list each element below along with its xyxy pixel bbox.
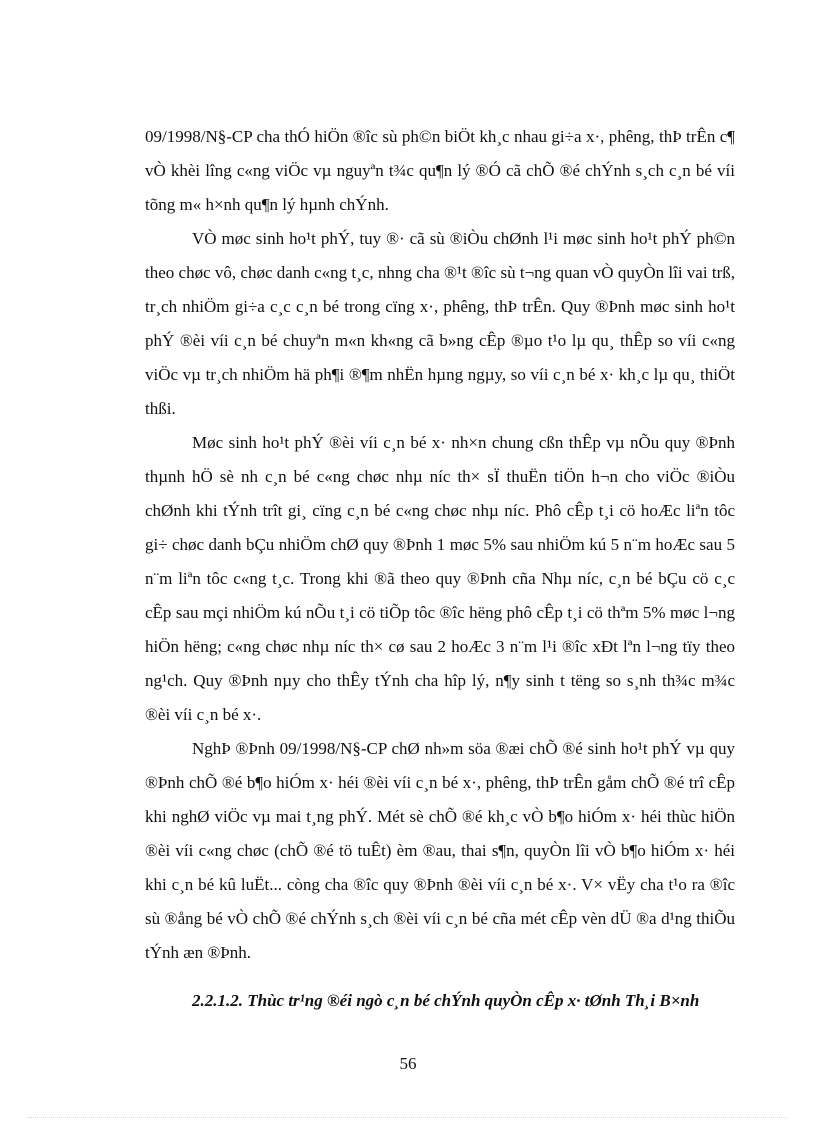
page-bottom-divider xyxy=(28,1117,788,1118)
paragraph-4: NghÞ ®Þnh 09/1998/N§-CP chØ nh»m söa ®æi chÕ ®é sinh ho¹t phÝ vµ quy ®Þnh chÕ ®é b¶o hiÓm x· héi ®èi víi c¸n bé x·, phêng, thÞ trÊn gåm chÕ ®é trî cÊp khi nghØ viÖc vµ mai t¸ng phÝ. Mét sè chÕ ®é kh¸c vÒ b¶o hiÓm x· héi thùc hiÖn ®èi víi c«ng chøc (chÕ ®é tö tuÊt) èm ®au, thai s¶n, quyÒn lîi vÒ b¶o hiÓm x· héi khi c¸n bé kû luËt... còng cha ®îc quy ®Þnh ®èi víi c¸n bé x·. V× vËy cha t¹o ra ®îc sù ®ång bé vÒ chÕ ®é chÝnh s¸ch ®èi víi c¸n bé cña mét cÊp vèn dÜ ®a d¹ng thiÕu tÝnh æn ®Þnh. xyxy=(145,739,735,962)
section-heading: 2.2.1.2. Thùc tr¹ng ®éi ngò c¸n bé chÝnh quyÒn cÊp x· tØnh Th¸i B×nh xyxy=(192,991,700,1010)
page-number: 56 xyxy=(399,1054,417,1073)
paragraph-1: 09/1998/N§-CP cha thÓ hiÖn ®îc sù ph©n biÖt kh¸c nhau gi÷a x·, phêng, thÞ trÊn c¶ vÒ khèi lîng c«ng viÖc vµ nguyªn t¾c qu¶n lý ®Ó cã chÕ ®é chÝnh s¸ch c¸n bé víi tõng m« h×nh qu¶n lý hµnh chÝnh. xyxy=(145,127,735,214)
paragraph-2: VÒ møc sinh ho¹t phÝ, tuy ®· cã sù ®iÒu chØnh l¹i møc sinh ho¹t phÝ ph©n theo chøc vô, chøc danh c«ng t¸c, nhng cha ®¹t ®îc sù t¬ng quan vÒ quyÒn lîi vai trß, tr¸ch nhiÖm gi÷a c¸c c¸n bé trong cïng x·, phêng, thÞ trÊn. Quy ®Þnh møc sinh ho¹t phÝ ®èi víi c¸n bé chuyªn m«n kh«ng cã b»ng cÊp ®µo t¹o lµ qu¸ thÊp so víi c«ng viÖc vµ tr¸ch nhiÖm hä ph¶i ®¶m nhËn hµng ngµy, so víi c¸n bé x· kh¸c lµ qu¸ thiÖt thßi. xyxy=(145,229,735,418)
document-body xyxy=(145,120,735,1018)
paragraph-3: Møc sinh ho¹t phÝ ®èi víi c¸n bé x· nh×n chung cßn thÊp vµ nÕu quy ®Þnh thµnh hÖ sè nh c¸n bé c«ng chøc nhµ níc th× sÏ thuËn tiÖn h¬n cho viÖc ®iÒu chØnh khi tÝnh trît gi¸ cïng c¸n bé c«ng chøc nhµ níc. Phô cÊp t¸i cö hoÆc liªn tôc gi÷ chøc danh bÇu nhiÖm chØ quy ®Þnh 1 møc 5% sau nhiÖm kú 5 n¨m hoÆc sau 5 n¨m liªn tôc c«ng t¸c. Trong khi ®ã theo quy ®Þnh cña Nhµ níc, c¸n bé bÇu cö c¸c cÊp sau mçi nhiÖm kú nÕu t¸i cö tiÕp tôc ®îc hëng phô cÊp t¸i cö thªm 5% møc l¬ng hiÖn hëng; c«ng chøc nhµ níc th× cø sau 2 hoÆc 3 n¨m l¹i ®îc xÐt lªn l¬ng tïy theo ng¹ch. Quy ®Þnh nµy cho thÊy tÝnh cha hîp lý, n¶y sinh t tëng so s¸nh th¾c m¾c ®èi víi c¸n bé x·. xyxy=(145,433,735,724)
